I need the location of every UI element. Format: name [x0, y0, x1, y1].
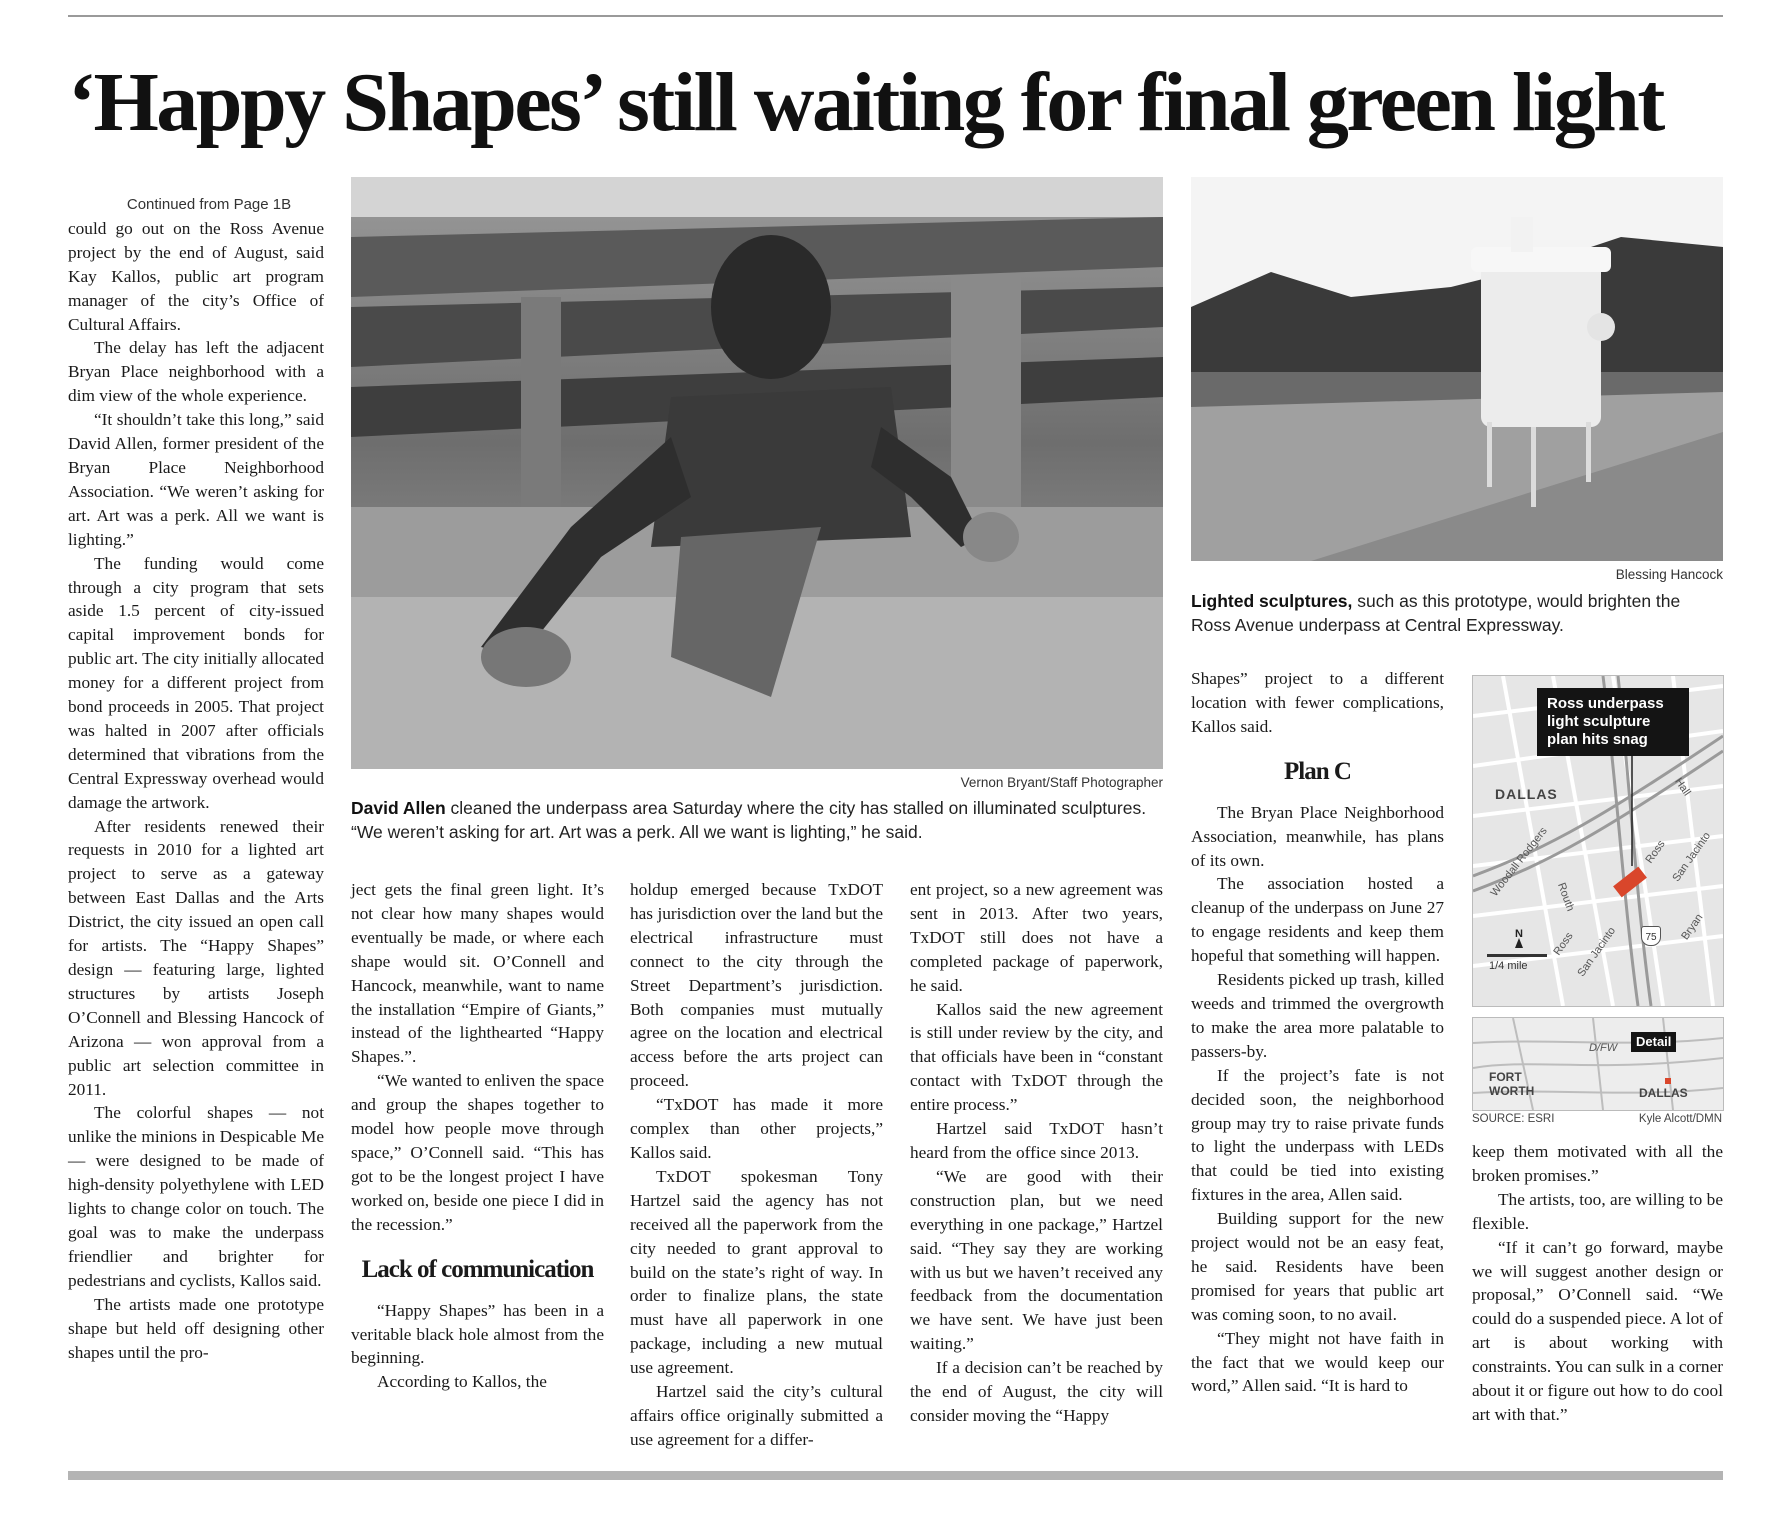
paragraph: Residents picked up trash, killed weeds and trimmed the overgrowth to make the area more palatable to passers-by.	[1191, 970, 1444, 1061]
map-artist-credit: Kyle Alcott/DMN	[1638, 1113, 1722, 1125]
photo-illustration	[1191, 177, 1723, 561]
map-street-label: San Jacinto	[1575, 925, 1619, 979]
paragraph: If the project’s fate is not decided soon, the neighborhood group may try to raise private funds to light the underpass with LEDs that could be tied into existing fixtures in the area, Allen said.	[1191, 1065, 1444, 1205]
photo-illustration	[351, 177, 1163, 769]
inset-detail-label: Detail	[1631, 1032, 1676, 1052]
paragraph: The artists made one prototype shape but held off designing other shapes until the pro-	[68, 1294, 324, 1362]
highway-number: 75	[1645, 932, 1657, 943]
photo1-credit: Vernon Bryant/Staff Photographer	[960, 775, 1163, 790]
north-label: N	[1515, 928, 1523, 940]
paragraph: ent project, so a new agreement was sent in 2013. After two years, TxDOT still does not have a completed package of paperwork, he said.	[910, 880, 1163, 995]
photo2-caption	[1191, 589, 1723, 637]
photo2-credit: Blessing Hancock	[1615, 567, 1723, 582]
locator-map	[1472, 675, 1724, 1007]
paragraph: “If it can’t go forward, maybe we will suggest another design or proposal,” O’Connell said. “We could do a suspended piece. A lot of art is about working with constraints. You can sulk in a corner about it or figure out how to do cool art with that.”	[1472, 1237, 1723, 1424]
column-3	[630, 878, 883, 1452]
headline: ‘Happy Shapes’ still waiting for final green light	[68, 56, 1663, 149]
column-1	[68, 193, 324, 1364]
paragraph: The funding would come through a city program that sets aside 1.5 percent of city-issued capital improvement bonds for public art. The city initially allocated money for a different project from bond proceeds in 2005. That project was halted in 2007 after officials determined that vibrations from the Central Expressway overhead would damage the artwork.	[68, 553, 324, 812]
highway-shield-icon	[1641, 926, 1661, 946]
photo-david-allen	[351, 177, 1163, 769]
continued-from: Continued from Page 1B	[126, 196, 292, 213]
photo1-caption	[351, 796, 1163, 844]
map-source: SOURCE: ESRI	[1472, 1113, 1555, 1125]
paragraph: The Bryan Place Neighborhood Association, meanwhile, has plans of its own.	[1191, 802, 1444, 870]
paragraph: “It shouldn’t take this long,” said David Allen, former president of the Bryan Place Neighborhood Association. “We weren’t asking for art. Art was a perk. All we want is lighting.”	[68, 410, 324, 549]
paragraph: “We wanted to enliven the space and group the shapes together to model how people move through space,” O’Connell said. “This has got to be the longest project I have worked on, beside one piece I did in the recession.”	[351, 1071, 604, 1234]
paragraph: The association hosted a cleanup of the underpass on June 27 to engage residents and keep them hopeful that something will happen.	[1191, 874, 1444, 966]
photo1-caption-text: cleaned the underpass area Saturday where the city has stalled on illuminated sculptures. “We weren’t asking for art. Art was a perk. All we want is lighting,” he said.	[351, 798, 1147, 842]
map-street-label: Ross	[1643, 838, 1668, 866]
paragraph: “They might not have faith in the fact that we would keep our word,” Allen said. “It is hard to	[1191, 1328, 1444, 1396]
photo2-caption-text: such as this prototype, would brighten the Ross Avenue underpass at Central Expressway.	[1191, 591, 1681, 635]
map-street-label: San Jacinto	[1670, 830, 1714, 884]
paragraph: Hartzel said TxDOT hasn’t heard from the office since 2013.	[910, 1119, 1163, 1162]
paragraph: If a decision can’t be reached by the end of August, the city will consider moving the “Happy	[910, 1358, 1163, 1425]
paragraph: Shapes” project to a different location with fewer complications, Kallos said.	[1191, 669, 1444, 736]
column-6	[1472, 1140, 1723, 1427]
map-city-label: DALLAS	[1495, 786, 1558, 802]
column-4	[910, 878, 1163, 1428]
photo2-caption-lead: Lighted sculptures,	[1191, 591, 1353, 611]
paragraph: ject gets the final green light. It’s not clear how many shapes would eventually be made, or where each shape would sit. O’Connell and Hancock, meanwhile, want to name the installation “Empire of Giants,” instead of the lighthearted “Happy Shapes.”.	[351, 880, 604, 1067]
paragraph: TxDOT spokesman Tony Hartzel said the agency has not received all the paperwork from the city needed to grant approval to build on the state’s right of way. In order to finalize plans, the state must have all paperwork in one package, including a new mutual use agreement.	[630, 1166, 883, 1378]
paragraph: holdup emerged because TxDOT has jurisdiction over the land but the electrical infrastructure must connect to the city through the Street Department’s jurisdiction. Both companies must mutually agree on the location and electrical access before the arts project can proceed.	[630, 880, 883, 1091]
subhead-plan-c: Plan C	[1284, 757, 1351, 785]
paragraph: “We are good with their construction plan, but we need everything in one package,” Hartzel said. “They say they are working with us but we haven’t received any feedback from the documentation we have sent. We have just been waiting.”	[910, 1166, 1163, 1354]
paragraph: The colorful shapes — not unlike the minions in Despicable Me — were designed to be made of high-density polyethylene with LED lights to change color on touch. The goal was to make the underpass friendlier and brighter for pedestrians and cyclists, Kallos said.	[68, 1103, 324, 1290]
paragraph: “TxDOT has made it more complex than other projects,” Kallos said.	[630, 1095, 883, 1162]
subhead-lack-of-communication: Lack of communication	[361, 1255, 594, 1283]
inset-map	[1472, 1017, 1724, 1111]
inset-fort-worth-label: FORT WORTH	[1489, 1070, 1535, 1098]
photo-sculpture-prototype	[1191, 177, 1723, 561]
column-5	[1191, 667, 1444, 1398]
paragraph: keep them motivated with all the broken promises.”	[1472, 1142, 1723, 1185]
paragraph: Hartzel said the city’s cultural affairs office originally submitted a use agreement for a differ-	[630, 1382, 883, 1449]
paragraph: “Happy Shapes” has been in a veritable black hole almost from the beginning.	[351, 1300, 604, 1368]
column-2	[351, 878, 604, 1394]
scale-label: 1/4 mile	[1489, 960, 1528, 972]
paragraph: According to Kallos, the	[377, 1372, 547, 1392]
paragraph: After residents renewed their requests in 2010 for a lighted art project to serve as a gateway between East Dallas and the Arts District, the city issued an open call for artists. The “Happy Shapes” design — featuring large, lighted structures by artists Joseph O’Connell and Blessing Hancock of Arizona — won approval from a public art selection committee in 2011.	[68, 816, 324, 1099]
paragraph: The delay has left the adjacent Bryan Place neighborhood with a dim view of the whole experience.	[68, 338, 324, 406]
paragraph: Kallos said the new agreement is still under review by the city, and that officials have been in “constant contact with TxDOT through the entire process.”	[910, 999, 1163, 1115]
map-street-label: Woodall Rodgers	[1488, 825, 1550, 899]
bottom-rule	[68, 1471, 1723, 1480]
scale-bar	[1487, 954, 1547, 957]
paragraph: could go out on the Ross Avenue project by the end of August, said Kay Kallos, public art program manager of the city’s Office of Cultural Affairs.	[68, 218, 324, 334]
photo1-caption-lead: David Allen	[351, 798, 446, 818]
paragraph: The artists, too, are willing to be flexible.	[1472, 1189, 1723, 1233]
map-street-label: Bryan	[1679, 911, 1706, 943]
map-title: Ross underpass light sculpture plan hits snag	[1537, 688, 1689, 756]
inset-dfw-label: D/FW	[1589, 1042, 1618, 1054]
inset-dallas-label: DALLAS	[1639, 1086, 1688, 1100]
top-rule	[68, 15, 1723, 17]
paragraph: Building support for the new project would not be an easy feat, he said. Residents have been promised for years that public art was coming soon, to no avail.	[1191, 1209, 1444, 1324]
map-street-label: Routh	[1555, 881, 1577, 913]
map-street-label: Hall	[1672, 775, 1693, 799]
map-street-label: Ross	[1551, 930, 1576, 958]
